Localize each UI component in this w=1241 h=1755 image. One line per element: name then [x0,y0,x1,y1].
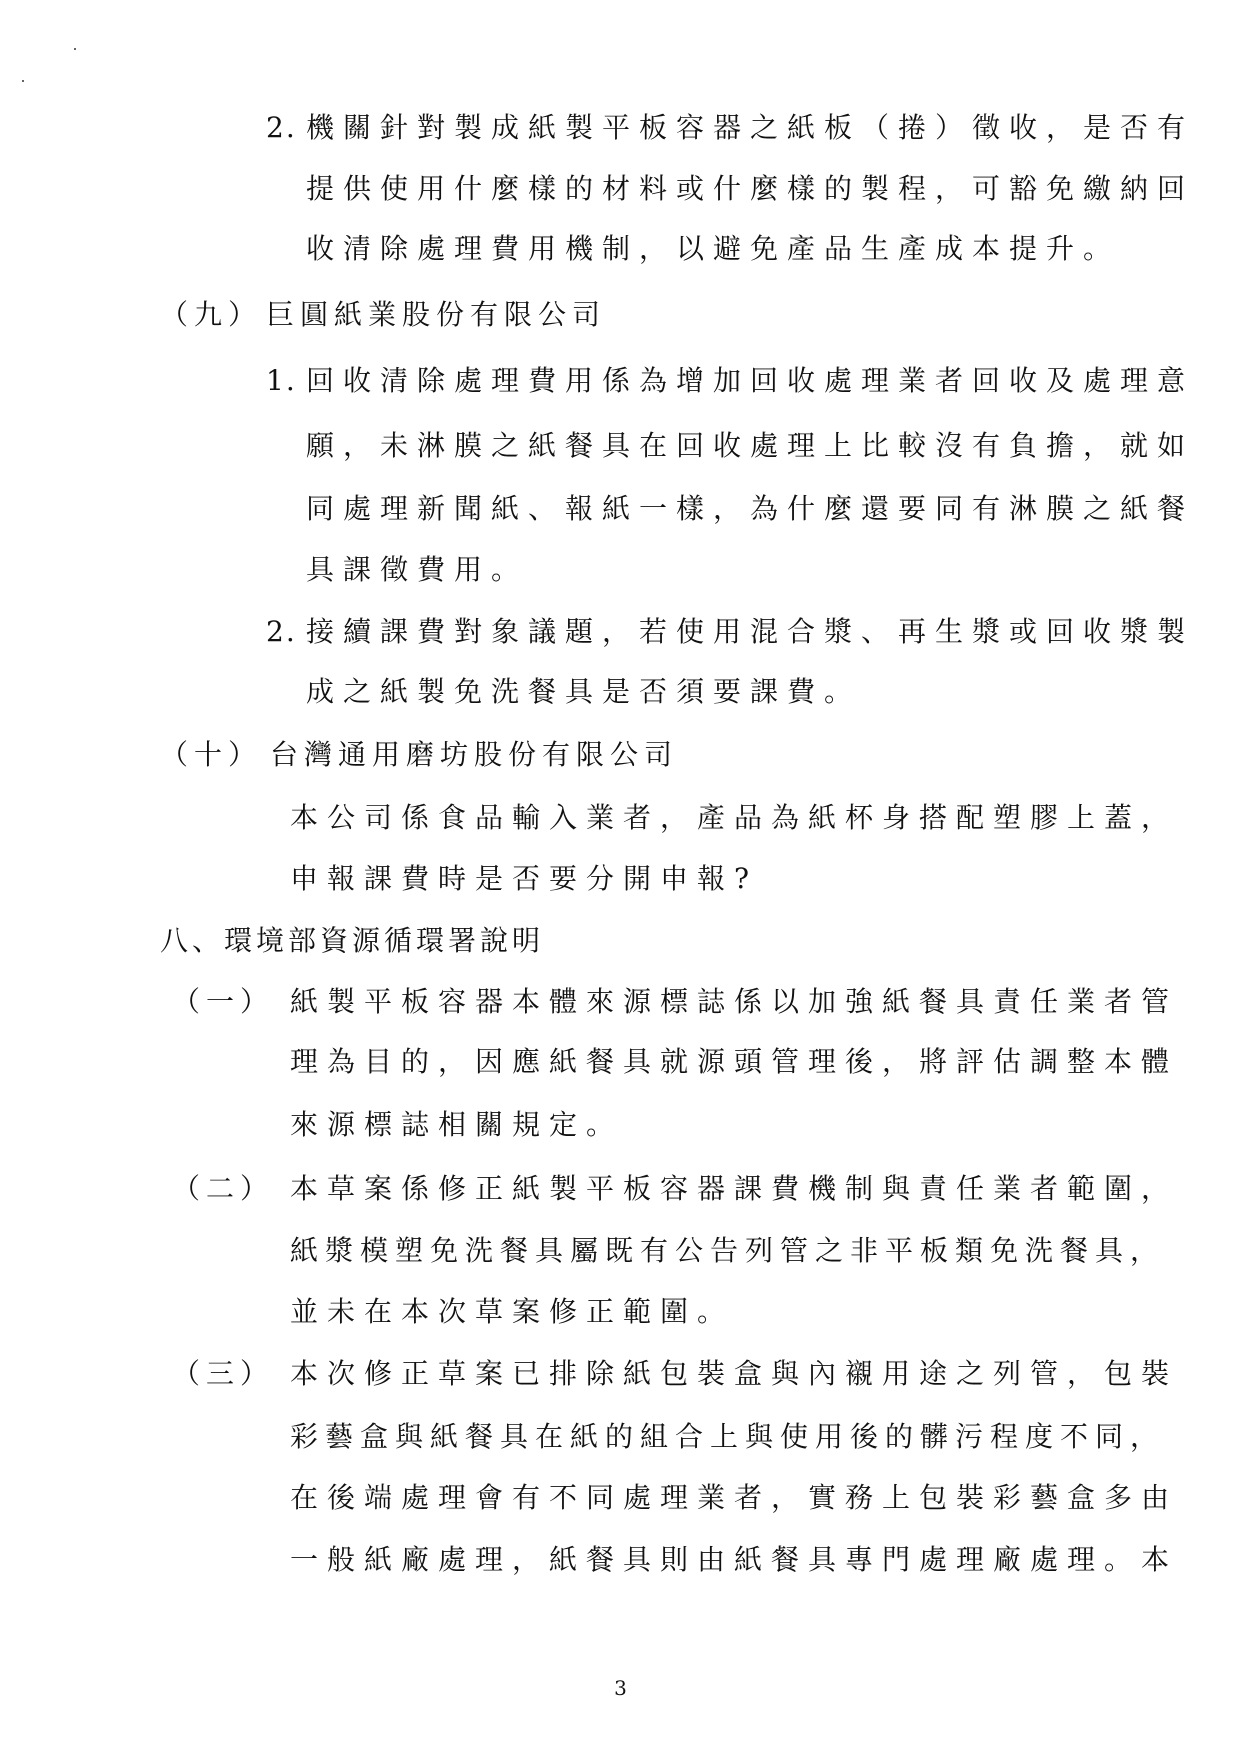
text-line: 在後端處理會有不同處理業者，實務上包裝彩藝盒多由 [290,1481,1179,1514]
text-line: 機關針對製成紙製平板容器之紙板（捲）徵收，是否有 [306,111,1195,144]
subsection-heading: 台灣通用磨坊股份有限公司 [270,738,679,771]
text-line: 提供使用什麼樣的材料或什麼樣的製程，可豁免繳納回 [306,172,1195,205]
scan-speck [22,80,24,82]
text-line: 紙製平板容器本體來源標誌係以加強紙餐具責任業者管 [290,985,1179,1018]
text-line: 申報課費時是否要分開申報? [290,862,759,895]
text-line: 一般紙廠處理，紙餐具則由紙餐具專門處理廠處理。本 [290,1543,1179,1576]
text-line: 理為目的，因應紙餐具就源頭管理後，將評估調整本體 [290,1045,1179,1078]
item-number: 2. [266,615,297,648]
subsection-number: （九） [160,298,263,331]
text-line: 來源標誌相關規定。 [290,1108,624,1141]
text-line: 本草案係修正紙製平板容器課費機制與責任業者範圍， [290,1172,1179,1205]
text-line: 彩藝盒與紙餐具在紙的組合上與使用後的髒污程度不同， [290,1420,1166,1453]
item-number: 2. [266,111,297,144]
page-number: 3 [614,1676,627,1700]
subsection-number: （二） [172,1172,275,1205]
subsection-number: （十） [160,738,263,771]
item-number: 1. [266,364,297,397]
text-line: 並未在本次草案修正範圍。 [290,1295,735,1328]
text-line: 成之紙製免洗餐具是否須要課費。 [306,675,862,708]
section-heading: 八、環境部資源循環署說明 [160,924,545,957]
text-line: 願，未淋膜之紙餐具在回收處理上比較沒有負擔，就如 [306,429,1195,462]
subsection-number: （一） [172,985,275,1018]
text-line: 接續課費對象議題，若使用混合漿、再生漿或回收漿製 [306,615,1195,648]
subsection-heading: 巨圓紙業股份有限公司 [266,298,607,331]
text-line: 具課徵費用。 [306,553,529,586]
text-line: 收清除處理費用機制，以避免產品生產成本提升。 [306,232,1121,265]
text-line: 本公司係食品輸入業者，產品為紙杯身搭配塑膠上蓋， [290,801,1179,834]
text-line: 同處理新聞紙、報紙一樣，為什麼還要同有淋膜之紙餐 [306,492,1195,525]
text-line: 紙漿模塑免洗餐具屬既有公告列管之非平板類免洗餐具， [290,1234,1166,1267]
text-line: 回收清除處理費用係為增加回收處理業者回收及處理意 [306,364,1195,397]
scan-speck [74,48,76,50]
text-line: 本次修正草案已排除紙包裝盒與內襯用途之列管，包裝 [290,1357,1179,1390]
subsection-number: （三） [172,1357,275,1390]
